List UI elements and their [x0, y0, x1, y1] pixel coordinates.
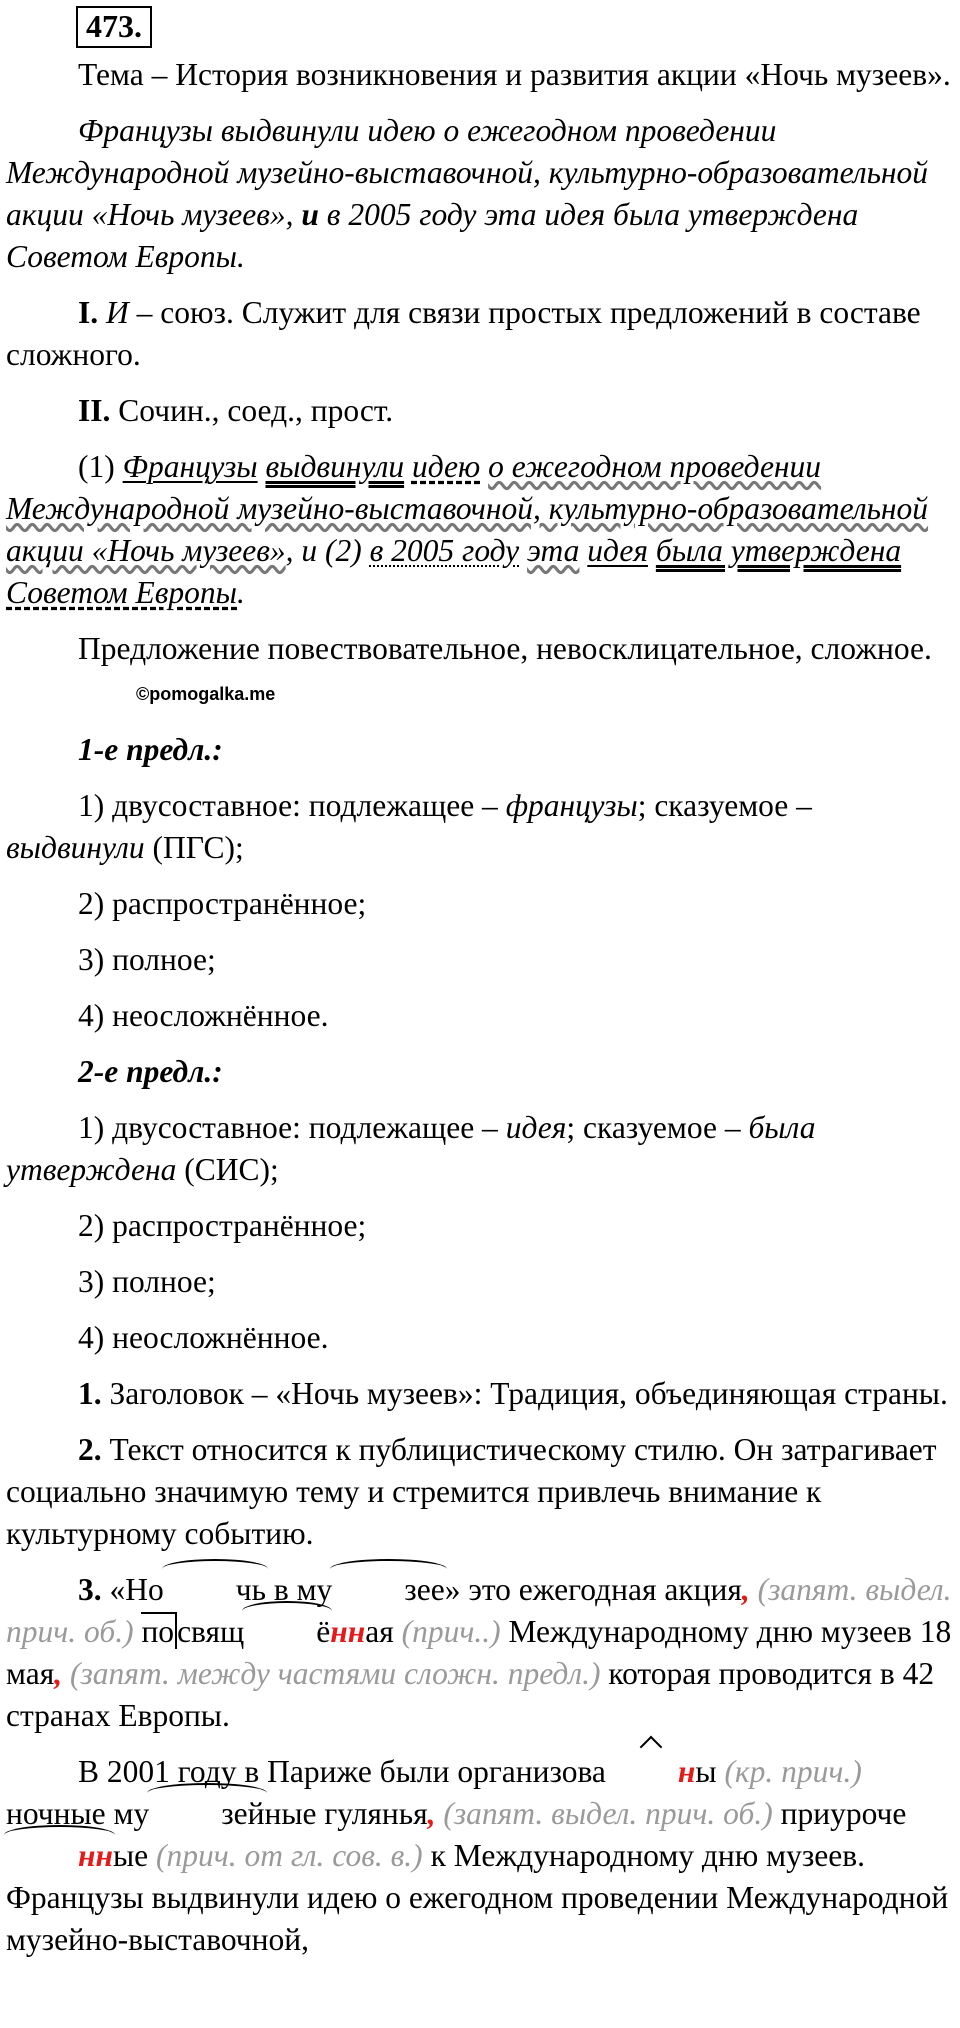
part-two-text: Сочин., соед., прост. — [110, 393, 394, 428]
task-1-num: 1. — [78, 1375, 102, 1411]
task-2-text: Текст относится к публицистическому стилю. Он затрагивает социально значимую тему и стремится привлечь внимание к культурному событию. — [6, 1431, 937, 1551]
note-2: (прич..) — [393, 1613, 509, 1649]
first-l1c: ; сказуемое – — [637, 787, 812, 823]
second-line-4: 4) неосложнённое. — [78, 1319, 329, 1355]
task-3-p4: которая проводится в 42 странах Европы. — [6, 1655, 935, 1733]
parse-mid: , и (2) — [285, 533, 370, 568]
parse-subject-1: Французы — [122, 449, 258, 484]
para4-f: ые — [112, 1837, 149, 1873]
sentence-part-a: Французы выдвинули идею о ежегодном проведении Международной музейно-выставочной, культурно-образовательной акции «Ночь музеев», — [6, 113, 929, 232]
note-4: (кр. прич.) — [716, 1753, 862, 1789]
task-3-p2: ая — [365, 1613, 394, 1649]
parse-attribute-1: о ежегодном проведении Международной музейно-выставочной, культурно-образовательной акции «Ночь музеев» — [6, 449, 929, 568]
task-3-p3: Международному дню музеев 18 мая — [6, 1613, 952, 1691]
watermark: ©pomogalka.me — [136, 683, 276, 704]
second-line-2: 2) распространённое; — [78, 1207, 367, 1243]
para4-e: приуроче — [780, 1795, 907, 1831]
paragraph-4 — [6, 1751, 956, 1961]
note-5: (запят. выдел. прич. об.) — [435, 1795, 781, 1831]
task-3-q1: «Но — [101, 1571, 164, 1607]
topic: Тема – История возникновения и развития акции «Ночь музеев». — [78, 57, 951, 92]
first-line-4: 4) неосложнённое. — [78, 997, 329, 1033]
page — [6, 6, 956, 1975]
note-1: (запят. выдел. прич. об.) — [6, 1571, 952, 1649]
sentence-conjunction: и — [301, 197, 319, 232]
parse-subject-2: идея — [587, 533, 648, 568]
suffix-arc-4: зей — [149, 1793, 264, 1835]
second-l1a: 1) двусоставное: подлежащее – — [78, 1109, 506, 1145]
exercise-number: 473. — [76, 6, 152, 48]
parsed-sentence — [6, 446, 956, 614]
first-line-3: 3) полное; — [78, 941, 216, 977]
task-3 — [6, 1569, 956, 1737]
parse-object-1: идею — [411, 449, 481, 484]
part-one-text: – союз. Служит для связи простых предложений в составе сложного. — [6, 295, 921, 372]
parse-object-2: Советом Европы — [6, 575, 237, 610]
second-l1e: (СИС); — [176, 1151, 279, 1187]
part-two-num: II. — [78, 393, 111, 428]
task-2-num: 2. — [78, 1431, 102, 1467]
first-l1e: (ПГС); — [144, 829, 244, 865]
parse-adverbial-2: в 2005 году — [369, 533, 520, 568]
second-title: 2-е предл.: — [78, 1053, 223, 1089]
second-l1c: ; сказуемое – — [566, 1109, 749, 1145]
note-6: (прич. от гл. сов. в.) — [148, 1837, 431, 1873]
first-l1b: французы — [505, 787, 638, 823]
para4-d: ные гулянья — [264, 1795, 428, 1831]
parse-num-1: (1) — [78, 449, 123, 484]
second-line-3: 3) полное; — [78, 1263, 216, 1299]
suffix-arc-1: чь — [164, 1569, 266, 1611]
task-1 — [6, 1373, 956, 1415]
task-3-q2: в му — [265, 1571, 333, 1607]
first-l1a: 1) двусоставное: подлежащее – — [78, 787, 506, 823]
parse-attribute-2: эта — [527, 533, 580, 568]
part-one — [6, 292, 956, 376]
summary-text: Предложение повествовательное, невосклицательное, сложное. — [78, 631, 932, 666]
task-1-text: Заголовок – «Ночь музеев»: Традиция, объединяющая страны. — [101, 1375, 948, 1411]
red-comma-3: , — [427, 1795, 436, 1831]
first-title: 1-е предл.: — [78, 731, 223, 767]
prefix-mark: по — [141, 1612, 177, 1649]
part-one-word: И — [106, 295, 129, 330]
note-3: (запят. между частями сложн. предл.) — [62, 1655, 609, 1691]
para4-g: к Международному дню музеев. Французы выдвинули идею о ежегодном проведении Международной музейно-выставочной, — [6, 1837, 949, 1957]
second-l1d: была утверждена — [6, 1109, 816, 1187]
red-nn-1: нн — [330, 1613, 366, 1649]
para4-a: В 2001 году в Париже были организова — [78, 1753, 606, 1789]
parse-predicate-1: выдвинули — [265, 449, 405, 484]
task-2 — [6, 1429, 956, 1555]
first-line-2: 2) распространённое; — [78, 885, 367, 921]
parse-predicate-2: была утверждена — [655, 533, 902, 568]
red-nn-2: нн — [6, 1835, 113, 1877]
para4-b: ы — [695, 1753, 717, 1789]
part-one-num: I. — [78, 295, 99, 330]
part-two — [6, 390, 956, 432]
first-line-1 — [6, 785, 956, 869]
para4-c: ночные му — [6, 1795, 150, 1831]
suffix-arc-2: зее — [332, 1569, 444, 1611]
red-comma-2: , — [54, 1655, 63, 1691]
first-l1d: выдвинули — [6, 829, 145, 865]
red-comma-1: , — [741, 1571, 750, 1607]
second-l1b: идея — [505, 1109, 567, 1145]
parse-end: . — [237, 575, 245, 610]
suffix-arc-3: ё — [244, 1611, 330, 1653]
second-line-1 — [6, 1107, 956, 1191]
task-3-q3: » это ежегодная акция — [444, 1571, 742, 1607]
red-n: н — [606, 1751, 696, 1793]
sentence-part-b: в 2005 году эта идея была утверждена Советом Европы. — [6, 197, 859, 274]
summary — [6, 628, 956, 715]
task-3-p1: свящ — [177, 1613, 245, 1649]
task-3-num: 3. — [78, 1571, 102, 1607]
source-sentence — [6, 110, 956, 278]
